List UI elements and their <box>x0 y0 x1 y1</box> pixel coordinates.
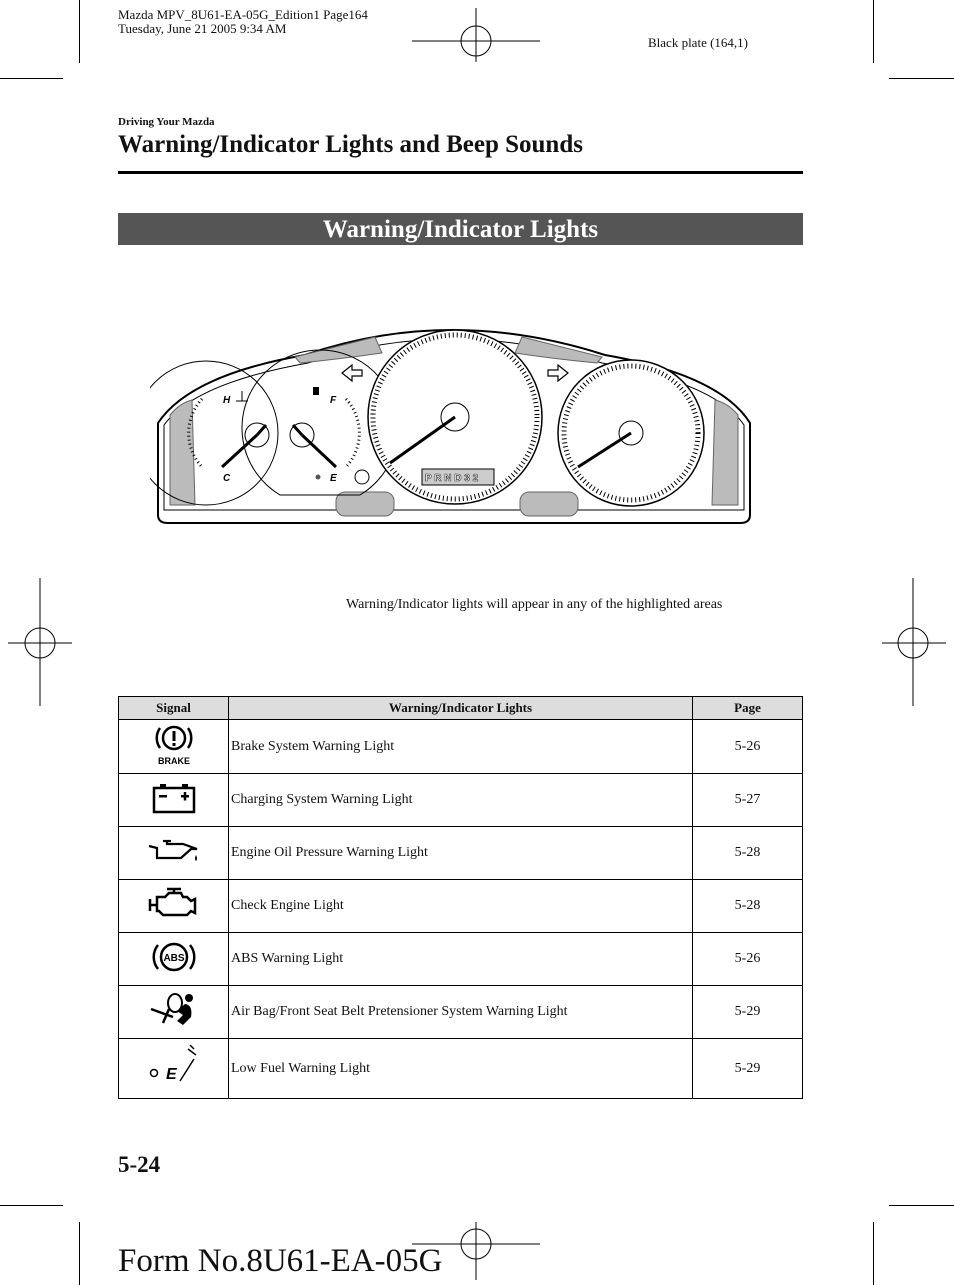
signal-cell <box>119 720 229 774</box>
low-fuel-icon-text: E <box>165 1066 177 1083</box>
temp-hot-label: H <box>223 395 231 406</box>
temp-cold-label: C <box>223 473 231 484</box>
page-ref-cell: 5-26 <box>693 933 803 986</box>
light-column-header: Warning/Indicator Lights <box>229 697 693 720</box>
warning-lights-table <box>118 696 803 1099</box>
fuel-pump-icon <box>313 387 319 395</box>
signal-cell <box>119 1039 229 1099</box>
title-rule <box>118 171 803 174</box>
light-name-cell: Charging System Warning Light <box>229 774 693 827</box>
page-ref-cell: 5-28 <box>693 827 803 880</box>
fuel-full-label: F <box>330 395 337 406</box>
fuel-empty-label: E <box>330 473 337 484</box>
table-row <box>119 1039 803 1099</box>
form-number: Form No.8U61-EA-05G <box>118 1243 443 1279</box>
battery-charging-icon <box>149 781 199 815</box>
page-title: Warning/Indicator Lights and Beep Sounds <box>118 131 583 158</box>
table-row <box>119 986 803 1039</box>
table-row <box>119 933 803 986</box>
gear-position-text: P R N D 3 2 <box>425 473 479 484</box>
section-label: Driving Your Mazda <box>118 116 215 128</box>
highlight-bottom-right <box>520 492 578 516</box>
plate-label: Black plate (164,1) <box>648 35 748 50</box>
header-line-2: Tuesday, June 21 2005 9:34 AM <box>118 21 287 36</box>
figure-caption: Warning/Indicator lights will appear in any of the highlighted areas <box>346 597 723 612</box>
table-row <box>119 827 803 880</box>
page-number: 5-24 <box>118 1152 161 1177</box>
airbag-icon <box>147 991 201 1029</box>
brake-warning-icon <box>149 722 199 766</box>
highlight-bottom-left <box>336 492 394 516</box>
page-ref-cell: 5-29 <box>693 986 803 1039</box>
oil-pressure-icon <box>147 838 201 864</box>
low-fuel-icon <box>144 1043 204 1089</box>
light-name-cell: Check Engine Light <box>229 880 693 933</box>
light-name-cell: Brake System Warning Light <box>229 720 693 774</box>
table-row <box>119 880 803 933</box>
light-name-cell: ABS Warning Light <box>229 933 693 986</box>
table-header-row <box>119 697 803 720</box>
page-column-header: Page <box>693 697 803 720</box>
instrument-cluster-illustration <box>150 305 760 530</box>
brake-icon-text: BRAKE <box>157 756 190 766</box>
abs-warning-icon <box>149 937 199 977</box>
light-name-cell: Air Bag/Front Seat Belt Pretensioner System Warning Light <box>229 986 693 1039</box>
header-line-1: Mazda MPV_8U61-EA-05G_Edition1 Page164 <box>118 7 368 22</box>
signal-cell <box>119 986 229 1039</box>
indicator-lamp <box>355 470 369 484</box>
abs-icon-text: ABS <box>162 952 185 964</box>
signal-cell <box>119 933 229 986</box>
print-header <box>118 8 368 36</box>
page-ref-cell: 5-28 <box>693 880 803 933</box>
table-row <box>119 774 803 827</box>
highlight-right-side <box>712 400 738 505</box>
page-ref-cell: 5-27 <box>693 774 803 827</box>
page-ref-cell: 5-29 <box>693 1039 803 1099</box>
low-fuel-indicator-dot <box>316 475 321 480</box>
signal-cell <box>119 774 229 827</box>
check-engine-icon <box>147 887 201 921</box>
section-banner: Warning/Indicator Lights <box>118 213 803 245</box>
light-name-cell: Engine Oil Pressure Warning Light <box>229 827 693 880</box>
signal-cell <box>119 880 229 933</box>
table-row <box>119 720 803 774</box>
page-ref-cell: 5-26 <box>693 720 803 774</box>
signal-column-header: Signal <box>119 697 229 720</box>
signal-cell <box>119 827 229 880</box>
light-name-cell: Low Fuel Warning Light <box>229 1039 693 1099</box>
